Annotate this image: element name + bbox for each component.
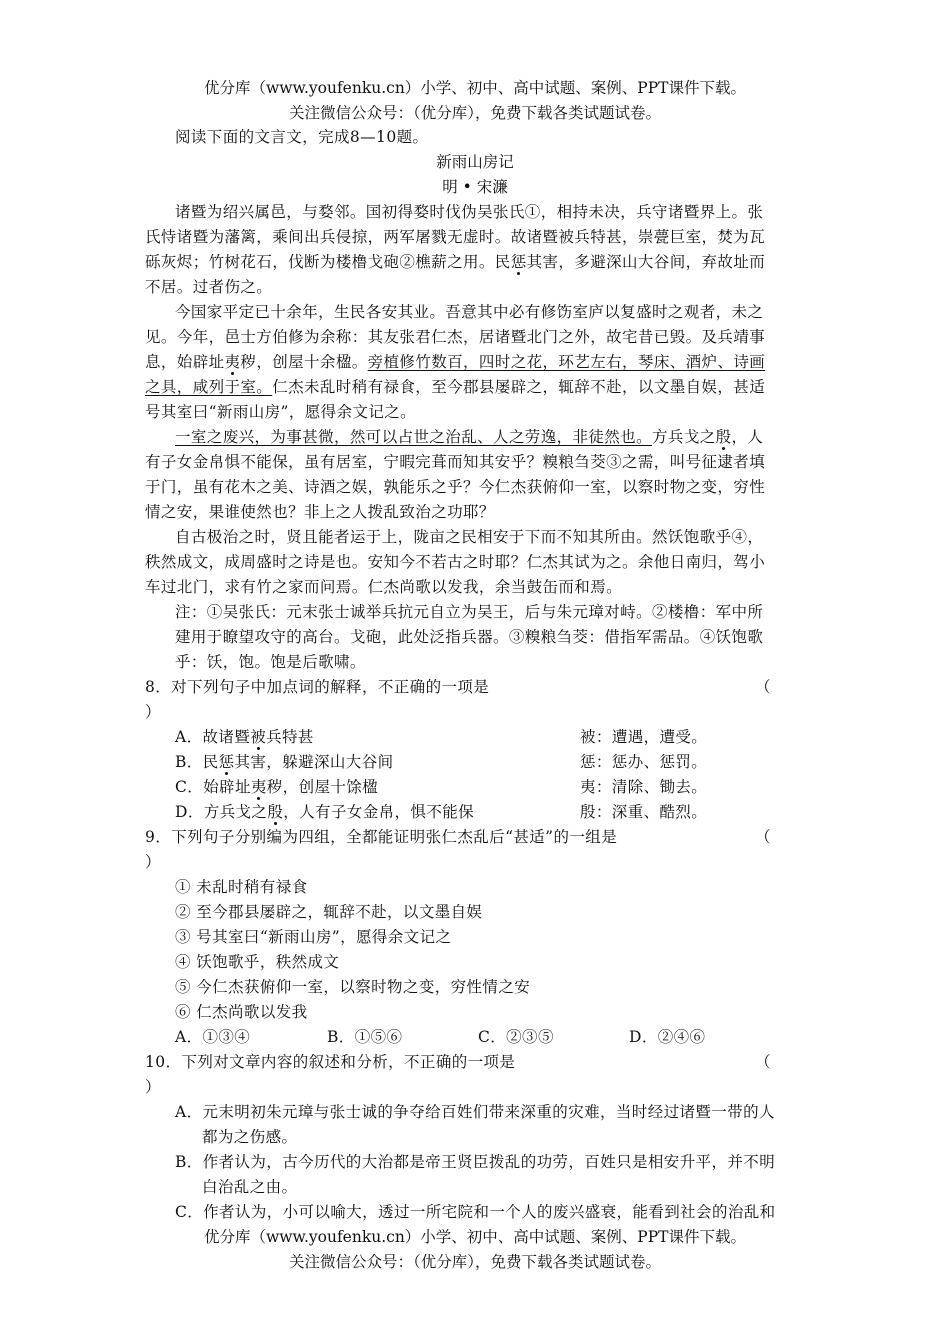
q9-item-4: ④ 饫饱歌乎，秩然成文 [175, 953, 340, 971]
q8-option-c-dotted: 夷 [250, 778, 267, 796]
essay-p3-line1 [175, 425, 763, 447]
q10-option-a-line2: 都为之伤感。 [202, 1128, 298, 1146]
essay-p2-line3-b: 秽，创屋十余楹。 [240, 353, 368, 371]
essay-p2-line3 [145, 350, 765, 372]
q9-choice-d: D．②④⑥ [629, 1028, 706, 1046]
q9-stem: 9．下列句子分别编为四组，全都能证明张仁杰乱后“甚适”的一组是 [145, 828, 618, 846]
q8-option-d-dotted: 殷 [267, 803, 284, 821]
essay-p1-line4: 不居。过者伤之。 [145, 278, 273, 296]
q8-option-b-post: 其害，躲避深山大谷间 [234, 753, 394, 771]
essay-p3-line2: 有子女金帛惧不能保，虽有居室，宁暇完葺而知其安乎？糗粮刍茭③之需，叫号征逮者填 [145, 453, 766, 471]
q10-paren-open: （ [755, 1053, 771, 1071]
q8-option-d-post: ，人有子女金帛，惧不能保 [283, 803, 475, 821]
essay-p2-line4 [145, 375, 765, 397]
essay-p4-line3: 车过北门，求有竹之家而问焉。仁杰尚歌以发我，余当鼓缶而和焉。 [145, 578, 623, 596]
q8-option-a-definition: 被：遭遇，遭受。 [580, 728, 708, 746]
essay-p3-line1-b: 方兵戈之 [652, 428, 716, 446]
header-line-1: 优分库（www.youfenku.cn）小学、初中、高中试题、案例、PPT课件下载。 [203, 79, 747, 97]
essay-p4-line2: 秩然成文，成周盛时之诗是也。安知今不若古之时耶？仁杰其试为之。余他日南归，驾小 [145, 553, 766, 571]
q8-option-a [175, 725, 314, 747]
underlined-sentence-1a: 旁植修竹数百，四时之花，环艺左右，琴床、酒炉、诗画 [367, 353, 766, 371]
essay-author: 明 • 宋濂 [442, 178, 508, 196]
q9-choice-a: A．①③④ [175, 1028, 251, 1046]
q10-paren-close: ） [145, 1078, 161, 1096]
footer-line-1: 优分库（www.youfenku.cn）小学、初中、高中试题、案例、PPT课件下载。 [203, 1228, 747, 1246]
q9-paren-open: （ [755, 828, 771, 846]
q8-option-c-post: 秽，创屋十馀楹 [266, 778, 379, 796]
q8-option-c-pre: C．始辟址 [175, 778, 251, 796]
essay-p3-line3: 于门，虽有花木之美、诗酒之娱，孰能乐之乎？今仁杰获俯仰一室，以察时物之变，穷性 [145, 478, 766, 496]
q8-option-b-definition: 惩：惩办、惩罚。 [580, 753, 708, 771]
essay-p3-line1-c: ，人 [731, 428, 764, 446]
q9-item-3: ③ 号其室曰“新雨山房”，愿得余文记之 [175, 928, 452, 946]
essay-p2-line5: 号其室曰“新雨山房”，愿得余文记之。 [145, 403, 417, 421]
essay-p2-line4-b: 仁杰未乱时稍有禄食，至今郡县屡辟之，辄辞不赴，以文墨自娱，甚适 [272, 378, 766, 396]
q8-paren-close: ） [145, 703, 161, 721]
q8-option-b-pre: B．民 [175, 753, 219, 771]
q8-option-a-post: 兵特甚 [266, 728, 314, 746]
essay-p2-line1: 今国家平定已十余年，生民各安其业。吾意其中必有修饬室庐以复盛时之观者，未之 [175, 303, 764, 321]
essay-title: 新雨山房记 [436, 153, 514, 171]
dotted-word-yi: 夷 [224, 353, 241, 371]
q8-option-c-definition: 夷：清除、锄去。 [580, 778, 708, 796]
q10-option-a-line1: A．元末明初朱元璋与张士诚的争夺给百姓们带来深重的灾难，当时经过诸暨一带的人 [175, 1103, 775, 1121]
q10-stem: 10．下列对文章内容的叙述和分析，不正确的一项是 [145, 1053, 516, 1071]
q8-stem: 8．对下列句子中加点词的解释，不正确的一项是 [145, 678, 490, 696]
notes-line2: 建用于瞭望攻守的高台。戈砲，此处泛指兵器。③糗粮刍茭：借指军需品。④饫饱歌 [175, 628, 764, 646]
q9-item-5: ⑤ 今仁杰获俯仰一室，以察时物之变，穷性情之安 [175, 978, 531, 996]
q8-option-b-dotted: 惩 [218, 753, 235, 771]
q9-paren-close: ） [145, 853, 161, 871]
q8-paren-open: （ [755, 678, 771, 696]
essay-p2-line2: 见。今年，邑士方伯修为余称：其友张君仁杰，居诸暨北门之外，故宅昔已毁。及兵靖事 [145, 328, 766, 346]
q8-option-d [175, 800, 474, 822]
notes-line1: 注：①吴张氏：元末张士诚举兵抗元自立为吴王，后与朱元璋对峙。②楼橹：军中所 [175, 603, 764, 621]
essay-p4-line1: 自古极治之时，贤且能者运于上，陇亩之民相安于下而不知其所由。然饫饱歌乎④， [175, 528, 764, 546]
essay-p1-line3-b: 其害，多避深山大谷间，弃故址而 [526, 253, 766, 271]
underlined-sentence-2: 一室之废兴，为事甚微，然可以占世之治乱、人之劳逸，非徒然也。 [175, 428, 653, 446]
q8-option-a-pre: A．故诸暨 [175, 728, 251, 746]
q8-option-d-pre: D．方兵戈之 [175, 803, 268, 821]
q9-item-1: ① 未乱时稍有禄食 [175, 878, 308, 896]
essay-p1-line3 [145, 250, 765, 272]
essay-p1-line1: 诸暨为绍兴属邑，与婺邻。国初得婺时伐伪吴张氏①，相持未决，兵守诸暨界上。张 [175, 203, 764, 221]
dotted-word-yin: 殷 [715, 428, 732, 446]
q10-option-b-line2: 白治乱之由。 [202, 1178, 298, 1196]
instruction: 阅读下面的文言文，完成8—10题。 [175, 128, 429, 146]
footer-line-2: 关注微信公众号：（优分库），免费下载各类试题试卷。 [288, 1253, 661, 1271]
essay-p3-line4: 情之安，果谁使然也？非上之人拨乱致治之功耶？ [145, 503, 495, 521]
header-line-2: 关注微信公众号：（优分库），免费下载各类试题试卷。 [288, 104, 661, 122]
q8-option-c [175, 775, 378, 797]
underlined-sentence-1b: 之具，咸列于室。 [145, 378, 273, 396]
q9-choice-c: C．②③⑤ [478, 1028, 554, 1046]
q9-choice-b: B．①⑤⑥ [327, 1028, 403, 1046]
q8-option-a-dotted: 被 [250, 728, 267, 746]
q8-option-b [175, 750, 394, 772]
essay-p1-line2: 氏恃诸暨为藩篱，乘间出兵侵掠，两军屠戮无虚时。故诸暨被兵特甚，崇甍巨室，焚为瓦 [145, 228, 766, 246]
essay-p1-line3-a: 砾灰烬；竹树花石，伐断为楼橹戈砲②樵薪之用。民 [145, 253, 511, 271]
q9-item-6: ⑥ 仁杰尚歌以发我 [175, 1003, 308, 1021]
dotted-word-cheng: 惩 [510, 253, 527, 271]
q10-option-b-line1: B．作者认为，古今历代的大治都是帝王贤臣拨乱的功劳，百姓只是相安升平，并不明 [175, 1153, 776, 1171]
q10-option-c-line1: C．作者认为，小可以喻大，透过一所宅院和一个人的废兴盛衰，能看到社会的治乱和 [175, 1203, 776, 1221]
notes-line3: 乎：饫，饱。饱是后歌啸。 [175, 653, 366, 671]
essay-p2-line3-a: 息，始辟址 [145, 353, 225, 371]
q9-item-2: ② 至今郡县屡辟之，辄辞不赴，以文墨自娱 [175, 903, 483, 921]
q8-option-d-definition: 殷：深重、酷烈。 [580, 803, 708, 821]
